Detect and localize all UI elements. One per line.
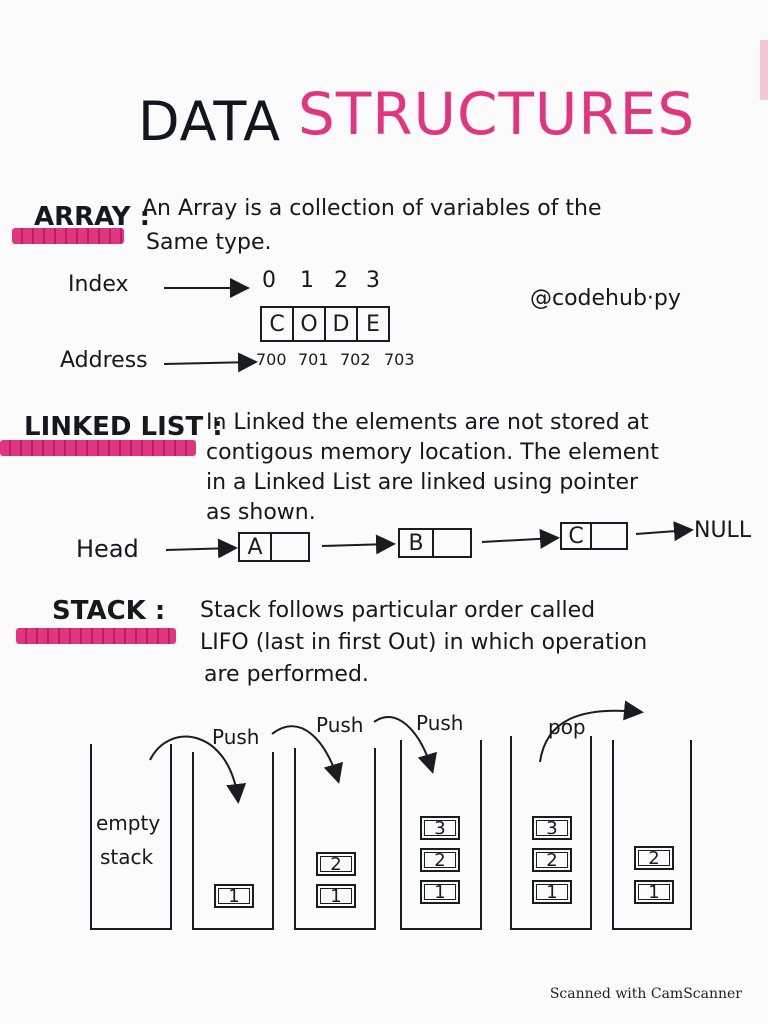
push-arrow-3 xyxy=(374,717,432,770)
node-b-data: B xyxy=(398,528,434,558)
index-0: 0 xyxy=(262,268,276,293)
stack4-item-1: 1 xyxy=(532,880,572,904)
operation-push-3: Push xyxy=(416,711,464,735)
index-1: 1 xyxy=(300,268,314,293)
address-label: Address xyxy=(60,348,148,373)
array-desc-line1: An Array is a collection of variables of the xyxy=(142,196,602,221)
b-to-c-arrow xyxy=(482,538,556,542)
scanner-watermark: Scanned with CamScanner xyxy=(549,986,742,1002)
head-label: Head xyxy=(76,535,139,563)
linked-list-desc-line1: In Linked the elements are not stored at xyxy=(206,410,649,435)
address-0: 700 xyxy=(256,350,287,369)
array-cell-0: C xyxy=(260,306,294,342)
array-cell-3: E xyxy=(356,306,390,342)
title-data: DATA xyxy=(138,90,282,153)
stack2-item-2: 2 xyxy=(316,852,356,876)
push-arrow-2 xyxy=(272,726,338,780)
stack3-item-3: 3 xyxy=(420,816,460,840)
stack-desc-line1: Stack follows particular order called xyxy=(200,598,596,623)
empty-stack-label-line1: empty xyxy=(96,811,161,835)
linked-list-desc-line4: as shown. xyxy=(206,500,316,525)
stack3-item-1: 1 xyxy=(420,880,460,904)
c-to-null-arrow xyxy=(636,530,690,534)
operation-push-2: Push xyxy=(316,713,364,737)
linked-list-desc-line3: in a Linked List are linked using pointer xyxy=(206,470,639,495)
head-arrow xyxy=(166,548,234,550)
a-to-b-arrow xyxy=(322,544,392,546)
handle-text: @codehub·py xyxy=(530,286,681,311)
address-3: 703 xyxy=(384,350,415,369)
address-1: 701 xyxy=(298,350,329,369)
null-label: NULL xyxy=(694,518,752,543)
stack2-item-1: 1 xyxy=(316,884,356,908)
index-2: 2 xyxy=(334,268,348,293)
empty-stack-label-line2: stack xyxy=(100,845,154,869)
stack4-item-3: 3 xyxy=(532,816,572,840)
operation-push-1: Push xyxy=(212,725,260,749)
operation-pop: pop xyxy=(548,715,586,739)
node-c-data: C xyxy=(560,522,592,550)
stack3-item-2: 2 xyxy=(420,848,460,872)
array-desc-line2: Same type. xyxy=(146,230,272,255)
pop-arrow xyxy=(540,711,640,762)
index-3: 3 xyxy=(366,268,380,293)
stack-desc-line3: are performed. xyxy=(204,662,369,687)
array-cell-1: O xyxy=(292,306,326,342)
push-arrow-1 xyxy=(150,737,238,800)
stack-heading: STACK : xyxy=(52,596,166,626)
stack1-item-1: 1 xyxy=(214,884,254,908)
stack5-item-2: 2 xyxy=(634,846,674,870)
array-heading: ARRAY : xyxy=(34,202,151,232)
address-2: 702 xyxy=(340,350,371,369)
linked-list-desc-line2: contigous memory location. The element xyxy=(206,440,659,465)
node-a-data: A xyxy=(238,532,272,562)
title-structures: STRUCTURES xyxy=(298,80,696,148)
stack5-item-1: 1 xyxy=(634,880,674,904)
stack4-item-2: 2 xyxy=(532,848,572,872)
index-label: Index xyxy=(68,272,129,297)
address-arrow xyxy=(164,362,254,364)
stack-desc-line2: LIFO (last in first Out) in which operation xyxy=(200,630,648,655)
array-cell-2: D xyxy=(324,306,358,342)
linked-list-heading: LINKED LIST : xyxy=(24,412,223,442)
